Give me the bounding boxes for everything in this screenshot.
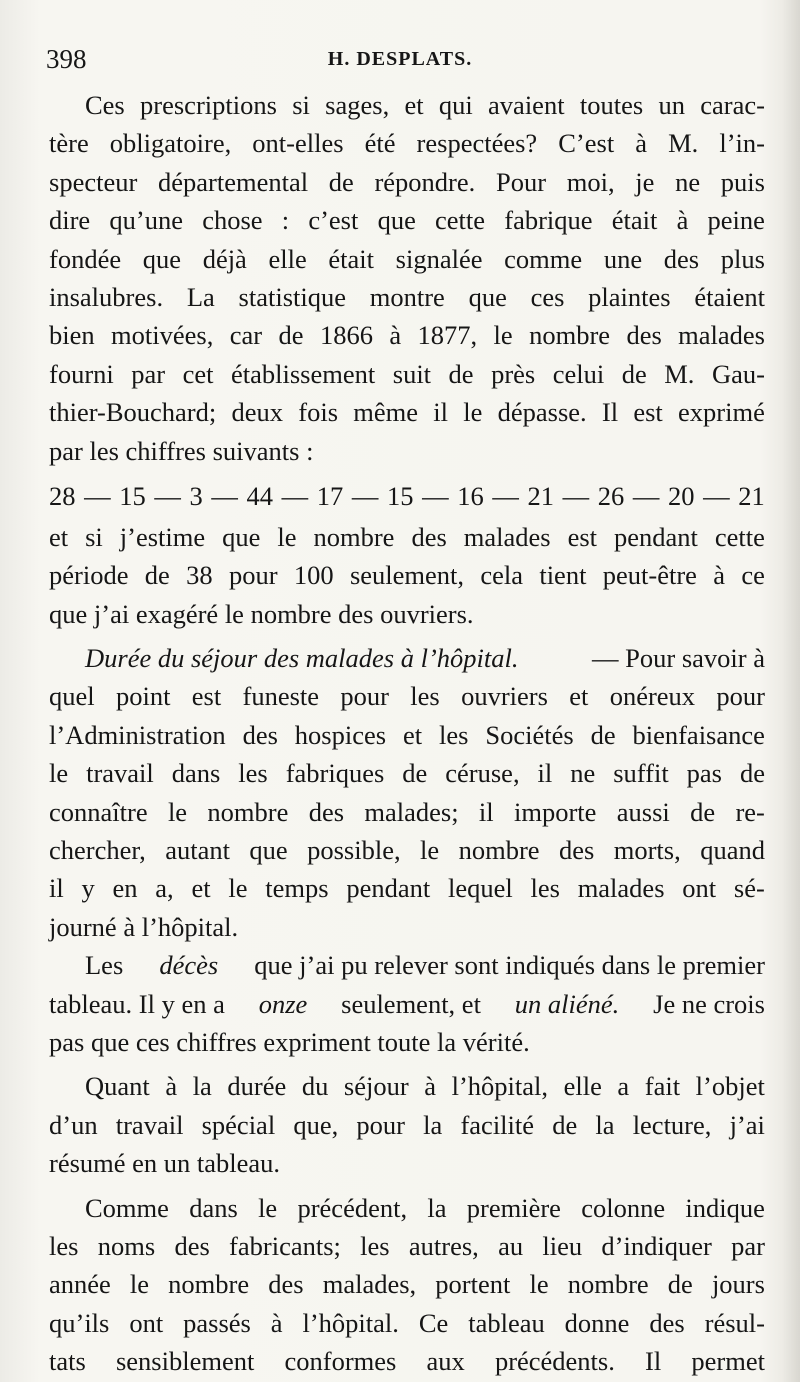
page-edge-shadow — [782, 0, 800, 1382]
text-line: insalubres. La statistique montre que ces plaintes étaient — [49, 281, 765, 312]
paragraph-1 — [49, 86, 765, 470]
text-line: specteur départemental de répondre. Pour moi, je ne puis — [49, 166, 765, 197]
text-run: — Pour savoir à — [592, 643, 765, 674]
figure-dash: — — [703, 480, 730, 511]
text-run: Je ne crois — [653, 988, 765, 1019]
text-line: pas que ces chiffres expriment toute la vérité. — [49, 1026, 530, 1057]
text-line: dire qu’une chose : c’est que cette fabrique était à peine — [49, 205, 765, 236]
paragraph-5 — [49, 1067, 765, 1182]
text-line: période de 38 pour 100 seulement, cela tient peut-être à ce — [49, 560, 765, 591]
figure-dash: — — [211, 480, 238, 511]
text-line: par les chiffres suivants : — [49, 435, 314, 466]
figure-value: 3 — [189, 480, 203, 511]
text-line: année le nombre des malades, portent le nombre de jours — [49, 1269, 765, 1300]
text-line: Comme dans le précédent, la première colonne indique — [85, 1192, 765, 1223]
text-line: fourni par cet établissement suit de près celui de M. Gau- — [49, 358, 765, 389]
figure-dash: — — [632, 480, 660, 511]
text-line: thier-Bouchard; deux fois même il le dépasse. Il est exprimé — [49, 397, 765, 428]
text-run: tableau. Il y en a — [49, 988, 225, 1019]
text-run: que j’ai pu relever sont indiqués dans le premier — [254, 950, 765, 981]
figure-value: 17 — [316, 480, 344, 511]
text-line: les noms des fabricants; les autres, au lieu d’indiquer par — [49, 1230, 765, 1261]
figure-dash: — — [84, 480, 111, 511]
text-run: Les — [85, 950, 124, 981]
paragraph-2 — [49, 518, 765, 633]
figures-row — [49, 474, 765, 518]
figure-dash: — — [422, 480, 449, 511]
text-line: chercher, autant que possible, le nombre des morts, quand — [49, 835, 765, 866]
text-line: fondée que déjà elle était signalée comme une des plus — [49, 243, 765, 274]
text-line: tère obligatoire, ont-elles été respectées? C’est à M. l’in- — [49, 128, 765, 159]
text-line: et si j’estime que le nombre des malades est pendant cette — [49, 521, 765, 552]
page-number: 398 — [46, 44, 87, 74]
text-line: il y en a, et le temps pendant lequel les malades ont sé- — [49, 873, 765, 904]
text-line: journé à l’hôpital. — [49, 911, 239, 942]
italic-run: décès — [159, 950, 219, 981]
text-line: quel point est funeste pour les ouvriers et onéreux pour — [49, 681, 765, 712]
paragraph-3 — [49, 639, 765, 946]
paragraph-4 — [49, 946, 765, 1061]
italic-run: onze — [258, 988, 308, 1019]
figure-dash: — — [562, 480, 590, 511]
figure-value: 44 — [246, 480, 273, 511]
figure-dash: — — [154, 480, 181, 511]
figure-value: 15 — [387, 480, 414, 511]
text-line: connaître le nombre des malades; il importe aussi de re- — [49, 796, 765, 827]
figure-dash: — — [281, 480, 309, 511]
running-head: H. DESPLATS. — [327, 48, 473, 70]
text-line — [49, 985, 765, 1023]
figure-value: 15 — [119, 480, 146, 511]
text-line: que j’ai exagéré le nombre des ouvriers. — [49, 598, 474, 629]
figure-dash: — — [492, 480, 519, 511]
text-line: résumé en un tableau. — [49, 1148, 281, 1179]
text-line: le travail dans les fabriques de céruse, il ne suffit pas de — [49, 758, 765, 789]
text-line: tats sensiblement conformes aux précédents. Il permet — [49, 1346, 765, 1377]
text-line: Ces prescriptions si sages, et qui avaient toutes un carac- — [85, 90, 765, 120]
text-line: Quant à la durée du séjour à l’hôpital, elle a fait l’objet — [85, 1071, 765, 1102]
text-line: bien motivées, car de 1866 à 1877, le nombre des malades — [49, 320, 765, 351]
text-line: l’Administration des hospices et les Sociétés de bienfaisance — [49, 719, 765, 750]
text-line: qu’ils ont passés à l’hôpital. Ce tableau donne des résul- — [49, 1307, 765, 1338]
body-text — [49, 86, 765, 1381]
text-line — [49, 946, 765, 984]
page-header — [46, 44, 754, 78]
paragraph-6 — [49, 1189, 765, 1381]
section-title: Durée du séjour des malades à l’hôpital. — [85, 643, 519, 674]
text-line: d’un travail spécial que, pour la facilité de la lecture, j’ai — [49, 1109, 765, 1140]
figure-value: 20 — [668, 480, 695, 511]
text-run: seulement, et — [341, 988, 481, 1019]
figure-value: 16 — [457, 480, 484, 511]
figure-value: 28 — [49, 480, 76, 511]
figure-value: 26 — [597, 480, 625, 511]
figure-value: 21 — [738, 480, 765, 511]
italic-run: un aliéné. — [514, 988, 620, 1019]
figure-value: 21 — [527, 480, 554, 511]
text-line — [49, 639, 765, 677]
figure-dash: — — [351, 480, 379, 511]
